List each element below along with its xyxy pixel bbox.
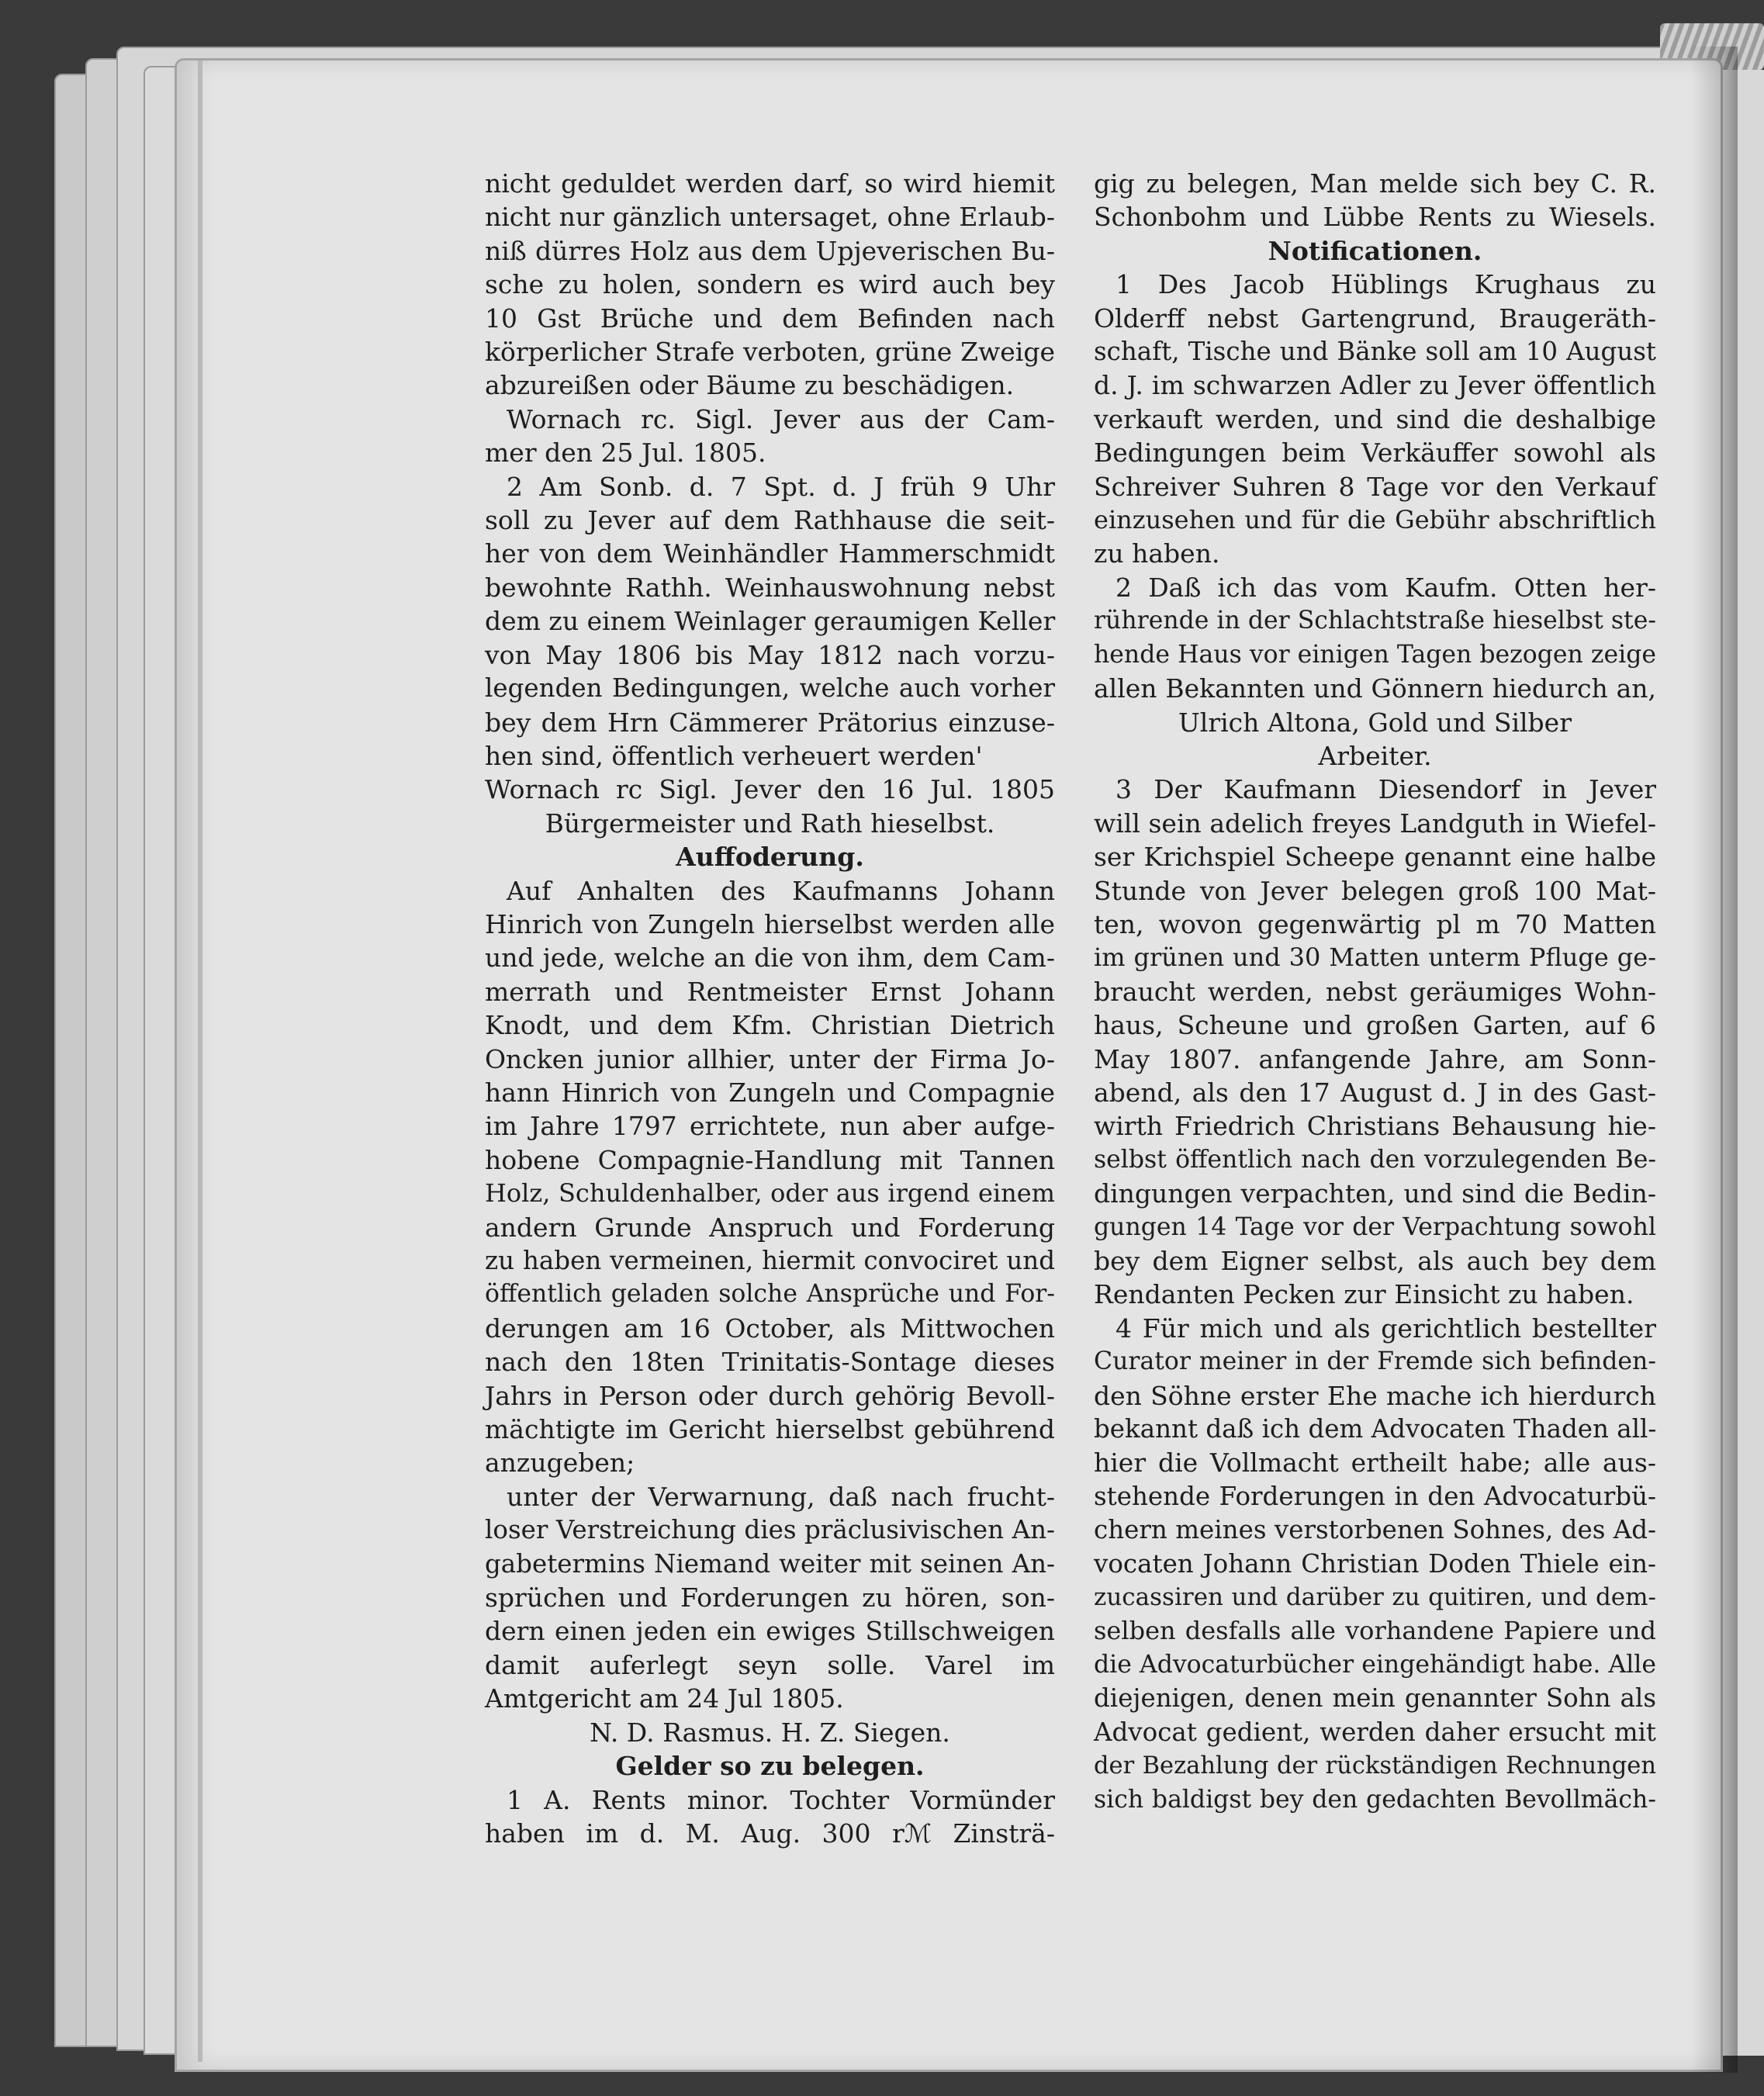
text-line: her von dem Weinhändler Hammerschmidt: [485, 538, 1055, 569]
text-line: 4 Für mich und als gerichtlich bestellter: [1115, 1313, 1656, 1344]
text-line: Schonbohm und Lübbe Rents zu Wiesels.: [1094, 202, 1656, 233]
text-line: Curator meiner in der Fremde sich befinden-: [1094, 1347, 1656, 1376]
text-line: gungen 14 Tage vor der Verpachtung sowohl: [1094, 1212, 1656, 1241]
text-line: legenden Bedingungen, welche auch vorher: [485, 673, 1055, 704]
text-line: verkauft werden, und sind die deshalbige: [1094, 403, 1656, 434]
text-line: unter der Verwarnung, daß nach frucht-: [507, 1481, 1055, 1512]
text-line: Olderff nebst Gartengrund, Braugeräth-: [1094, 303, 1656, 334]
text-line: schaft, Tische und Bänke soll am 10 August: [1094, 337, 1656, 367]
text-line: loser Verstreichung dies präclusivischen An-: [485, 1515, 1055, 1545]
text-line: Bedingungen beim Verkäuffer sowohl als: [1094, 438, 1656, 469]
text-line: ser Krichspiel Scheepe genannt eine halbe: [1094, 842, 1656, 873]
text-line: im grünen und 30 Matten unterm Pfluge ge-: [1094, 943, 1656, 973]
text-line: gabetermins Niemand weiter mit seinen An-: [485, 1548, 1055, 1579]
text-line: Amtgericht am 24 Jul 1805.: [485, 1683, 844, 1714]
text-line: merrath und Rentmeister Ernst Johann: [485, 976, 1055, 1007]
left-text-column: [485, 167, 1055, 1850]
text-line: soll zu Jever auf dem Rathhause die seit-: [485, 505, 1055, 536]
text-line: allen Bekannten und Gönnern hiedurch an,: [1094, 673, 1656, 704]
text-line: sprüchen und Forderungen zu hören, son-: [485, 1582, 1055, 1614]
text-line: Gelder so zu belegen.: [615, 1751, 925, 1782]
text-line: haben im d. M. Aug. 300 rℳ Zinsträ-: [485, 1818, 1055, 1849]
text-line: stehende Forderungen in den Advocaturbü-: [1094, 1481, 1656, 1511]
text-line: 2 Daß ich das vom Kaufm. Otten her-: [1115, 572, 1656, 603]
text-line: Bürgermeister und Rath hieselbst.: [545, 808, 995, 839]
text-line: Schreiver Suhren 8 Tage vor den Verkauf: [1094, 471, 1656, 502]
text-line: bey dem Eigner selbst, als auch bey dem: [1094, 1246, 1656, 1276]
text-line: Rendanten Pecken zur Einsicht zu haben.: [1094, 1279, 1634, 1310]
text-line: hobene Compagnie-Handlung mit Tannen: [485, 1144, 1055, 1175]
text-line: mer den 25 Jul. 1805.: [485, 438, 766, 469]
text-line: niß dürres Holz aus dem Upjeverischen Bu-: [485, 235, 1055, 266]
text-line: selben desfalls alle vorhandene Papiere und: [1094, 1616, 1656, 1646]
text-line: mächtigte im Gericht hierselbst gebührend: [485, 1414, 1055, 1445]
text-line: Ulrich Altona, Gold und Silber: [1178, 707, 1572, 738]
text-line: Wornach rc. Sigl. Jever aus der Cam-: [507, 403, 1055, 434]
text-line: Notificationen.: [1268, 235, 1482, 266]
text-line: Wornach rc Sigl. Jever den 16 Jul. 1805: [485, 774, 1055, 805]
text-line: Oncken junior allhier, unter der Firma Jo-: [485, 1043, 1055, 1074]
text-line: sche zu holen, sondern es wird auch bey: [485, 269, 1055, 300]
text-line: N. D. Rasmus. H. Z. Siegen.: [590, 1717, 950, 1748]
text-line: dern einen jeden ein ewiges Stillschweigen: [485, 1616, 1055, 1647]
text-line: bey dem Hrn Cämmerer Prätorius einzuse-: [485, 707, 1055, 738]
text-line: bekannt daß ich dem Advocaten Thaden all-: [1094, 1414, 1657, 1444]
text-line: der Bezahlung der rückständigen Rechnungen: [1094, 1752, 1656, 1780]
text-line: 1 A. Rents minor. Tochter Vormünder: [507, 1784, 1055, 1815]
text-line: 2 Am Sonb. d. 7 Spt. d. J früh 9 Uhr: [507, 471, 1055, 502]
text-line: 1 Des Jacob Hüblings Krughaus zu: [1115, 269, 1656, 300]
text-line: Auffoderung.: [676, 842, 864, 873]
text-line: die Advocaturbücher eingehändigt habe. Alle: [1094, 1650, 1656, 1679]
text-line: Arbeiter.: [1318, 740, 1432, 771]
page-fold-line: [198, 61, 202, 2062]
text-line: May 1807. anfangende Jahre, am Sonn-: [1094, 1043, 1656, 1074]
text-line: derungen am 16 October, als Mittwochen: [485, 1313, 1055, 1344]
text-line: ten, wovon gegenwärtig pl m 70 Matten: [1094, 908, 1656, 939]
text-line: im Jahre 1797 errichtete, nun aber aufge-: [485, 1111, 1055, 1142]
text-line: Stunde von Jever belegen groß 100 Mat-: [1094, 875, 1656, 906]
text-line: abend, als den 17 August d. J in des Gast-: [1094, 1077, 1656, 1108]
text-line: bewohnte Rathh. Weinhauswohnung nebst: [485, 572, 1055, 603]
text-line: chern meines verstorbenen Sohnes, des Ad-: [1094, 1515, 1656, 1545]
text-line: haus, Scheune und großen Garten, auf 6: [1094, 1010, 1656, 1041]
text-line: gig zu belegen, Man melde sich bey C. R.: [1094, 168, 1656, 199]
text-line: öffentlich geladen solche Ansprüche und For-: [485, 1280, 1055, 1309]
text-line: dingungen verpachten, und sind die Bedin-: [1094, 1178, 1656, 1209]
text-line: Jahrs in Person oder durch gehörig Bevoll-: [485, 1380, 1055, 1411]
text-line: einzusehen und für die Gebühr abschriftlich: [1094, 505, 1656, 535]
text-line: Auf Anhalten des Kaufmanns Johann: [507, 875, 1055, 906]
text-line: körperlicher Strafe verboten, grüne Zweige: [485, 337, 1055, 368]
text-line: abzureißen oder Bäume zu beschädigen.: [485, 370, 1015, 401]
text-line: 10 Gst Brüche und dem Befinden nach: [485, 303, 1055, 334]
text-line: diejenigen, denen mein genannter Sohn als: [1094, 1683, 1656, 1714]
text-line: anzugeben;: [485, 1447, 635, 1479]
text-line: von May 1806 bis May 1812 nach vorzu-: [485, 639, 1055, 670]
text-line: Knodt, und dem Kfm. Christian Dietrich: [485, 1010, 1055, 1041]
right-text-column: [1094, 167, 1656, 1817]
text-line: andern Grunde Anspruch und Forderung: [485, 1212, 1055, 1243]
text-line: selbst öffentlich nach den vorzulegenden Be-: [1094, 1145, 1656, 1174]
page-gutter-shadow: [1691, 47, 1738, 2073]
text-line: hier die Vollmacht ertheilt habe; alle aus-: [1094, 1447, 1656, 1479]
text-line: hann Hinrich von Zungeln und Compagnie: [485, 1077, 1055, 1108]
text-line: nicht nur gänzlich untersaget, ohne Erlaub-: [485, 202, 1055, 233]
text-line: hen sind, öffentlich verheuert werden': [485, 740, 983, 771]
text-line: will sein adelich freyes Landguth in Wiefel-: [1094, 808, 1656, 839]
text-line: 3 Der Kaufmann Diesendorf in Jever: [1115, 774, 1656, 805]
text-line: dem zu einem Weinlager geraumigen Keller: [485, 606, 1056, 637]
text-line: wirth Friedrich Christians Behausung hie-: [1094, 1111, 1656, 1142]
text-line: den Söhne erster Ehe mache ich hierdurch: [1094, 1380, 1656, 1411]
text-line: vocaten Johann Christian Doden Thiele ein-: [1094, 1548, 1656, 1579]
text-line: nach den 18ten Trinitatis-Sontage dieses: [485, 1347, 1055, 1378]
text-line: zucassiren und darüber zu quitiren, und dem-: [1094, 1583, 1656, 1612]
text-line: Holz, Schuldenhalber, oder aus irgend einem: [485, 1178, 1055, 1209]
text-line: zu haben.: [1094, 538, 1220, 569]
text-line: d. J. im schwarzen Adler zu Jever öffentlich: [1094, 370, 1656, 401]
text-line: Advocat gedient, werden daher ersucht mit: [1094, 1717, 1656, 1747]
text-line: Hinrich von Zungeln hierselbst werden alle: [485, 908, 1055, 939]
text-line: hende Haus vor einigen Tagen bezogen zeige: [1094, 640, 1656, 669]
text-line: und jede, welche an die von ihm, dem Cam-: [485, 943, 1055, 974]
text-line: nicht geduldet werden darf, so wird hiemit: [485, 168, 1055, 199]
text-line: rührende in der Schlachtstraße hieselbst ste-: [1094, 607, 1656, 635]
text-line: zu haben vermeinen, hiermit convociret und: [485, 1246, 1055, 1275]
text-line: braucht werden, nebst geräumiges Wohn-: [1094, 976, 1656, 1007]
text-line: sich baldigst bey den gedachten Bevollmäch-: [1094, 1785, 1656, 1814]
text-line: damit auferlegt seyn solle. Varel im: [485, 1649, 1055, 1680]
